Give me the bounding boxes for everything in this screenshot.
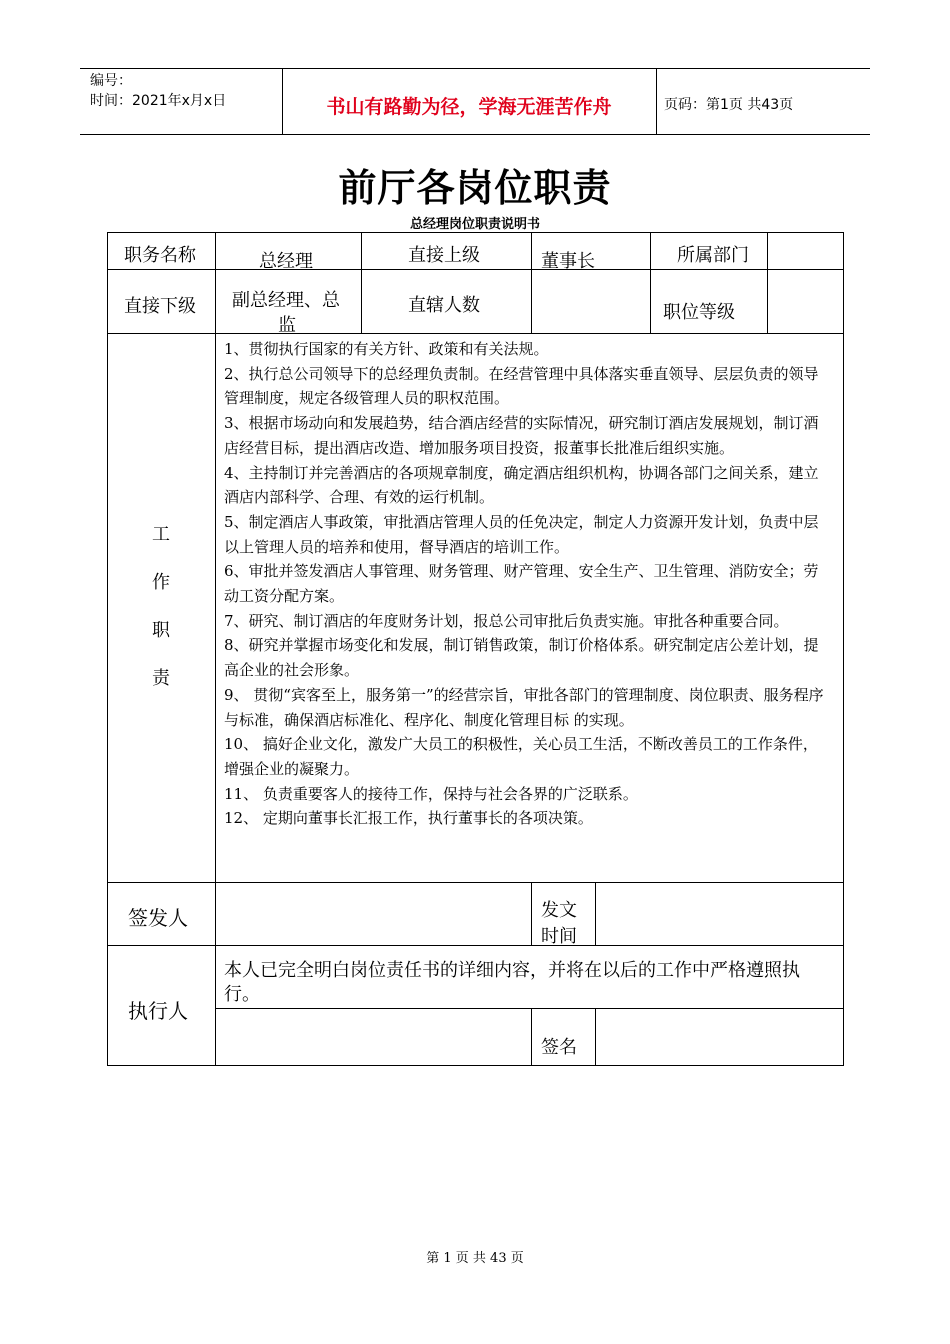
duties-label-char: 作 [152,572,170,593]
issue-date-label: 发文 [541,900,577,921]
page-title: 前厅各岗位职责 [338,166,612,210]
position-name-label: 职务名称 [124,245,196,266]
table-rule [107,269,844,270]
page-subtitle: 总经理岗位职责说明书 [409,217,540,232]
table-rule [595,882,596,945]
document-date: 时间：2021年x月x日 [90,93,227,109]
table-rule [361,232,362,333]
table-rule [767,232,768,333]
page-footer: 第 1 页 共 43 页 [426,1251,524,1266]
table-rule [650,232,651,333]
header-page-info: 页码：第1页 共43页 [664,97,794,113]
duties-list [224,337,830,831]
direct-superior-value: 董事长 [541,251,595,272]
header-divider [656,68,657,134]
table-rule [107,882,844,883]
duty-item: 6、审批并签发酒店人事管理、财务管理、财产管理、安全生产、卫生管理、消防安全；劳动工资分配方案。 [224,562,819,606]
executor-label: 执行人 [128,999,188,1023]
table-rule [595,1008,596,1065]
position-name-value: 总经理 [259,251,313,272]
duty-item: 1、贯彻执行国家的有关方针、政策和有关法规。 [224,340,549,358]
issuer-label: 签发人 [128,906,188,930]
header-motto: 书山有路勤为径，学海无涯苦作舟 [326,96,612,118]
header-top-rule [80,68,870,69]
headcount-label: 直辖人数 [408,295,480,316]
direct-subordinate-value: 副总经理、总 [232,290,340,311]
duty-item: 2、执行总公司领导下的总经理负责制。在经营管理中具体落实垂直领导、层层负责的领导管理制度，规定各级管理人员的职权范围。 [224,364,819,408]
duty-item: 10、 搞好企业文化，激发广大员工的积极性，关心员工生活，不断改善员工的工作条件，增强企业的凝聚力。 [224,735,818,778]
executor-statement: 本人已完全明白岗位责任书的详细内容，并将在以后的工作中严格遵照执行。 [224,960,800,1005]
duties-label-char: 工 [152,524,170,545]
duty-item: 11、 负责重要客人的接待工作，保持与社会各界的广泛联系。 [224,784,638,803]
duty-item: 7、研究、制订酒店的年度财务计划，报总公司审批后负责实施。审批各种重要合同。 [224,611,789,630]
table-rule [107,945,844,946]
duties-label [107,520,215,712]
table-rule [215,1008,844,1009]
direct-subordinate-label: 直接下级 [124,296,196,317]
duty-item: 8、研究并掌握市场变化和发展，制订销售政策，制订价格体系。研究制定店公差计划，提高企业的社会形象。 [224,636,819,680]
table-rule [107,333,844,334]
header-bottom-rule [80,134,870,135]
table-rule [531,882,532,945]
duty-item: 3、根据市场动向和发展趋势，结合酒店经营的实际情况，研究制订酒店发展规划，制订酒店经营目标，提出酒店改造、增加服务项目投资，报董事长批准后组织实施。 [224,414,819,457]
table-border [107,1065,844,1066]
duties-label-char: 职 [152,620,170,641]
duty-item: 4、主持制订并完善酒店的各项规章制度，确定酒店组织机构，协调各部门之间关系，建立酒店内部科学、合理、有效的运行机制。 [224,463,819,507]
table-rule [531,232,532,333]
document-number-label: 编号： [90,73,132,89]
issue-date-label: 时间 [541,926,577,947]
direct-subordinate-value: 监 [278,315,296,336]
table-border [843,232,844,1066]
signature-label: 签名 [541,1037,577,1058]
table-rule [531,1008,532,1065]
department-label: 所属部门 [677,245,749,266]
duty-item: 5、制定酒店人事政策，审批酒店管理人员的任免决定，制定人力资源开发计划，负责中层以上管理人员的培养和使用，督导酒店的培训工作。 [224,512,819,556]
table-rule [215,232,216,1066]
table-border [107,232,844,233]
duty-item: 9、 贯彻“宾客至上，服务第一”的经营宗旨，审批各部门的管理制度、岗位职责、服务程序与标准，确保酒店标准化、程序化、制度化管理目标 的实现。 [224,685,824,729]
duty-item: 12、 定期向董事长汇报工作，执行董事长的各项决策。 [224,809,593,828]
position-grade-label: 职位等级 [663,302,735,323]
duties-label-char: 责 [152,668,170,689]
direct-superior-label: 直接上级 [408,245,480,266]
